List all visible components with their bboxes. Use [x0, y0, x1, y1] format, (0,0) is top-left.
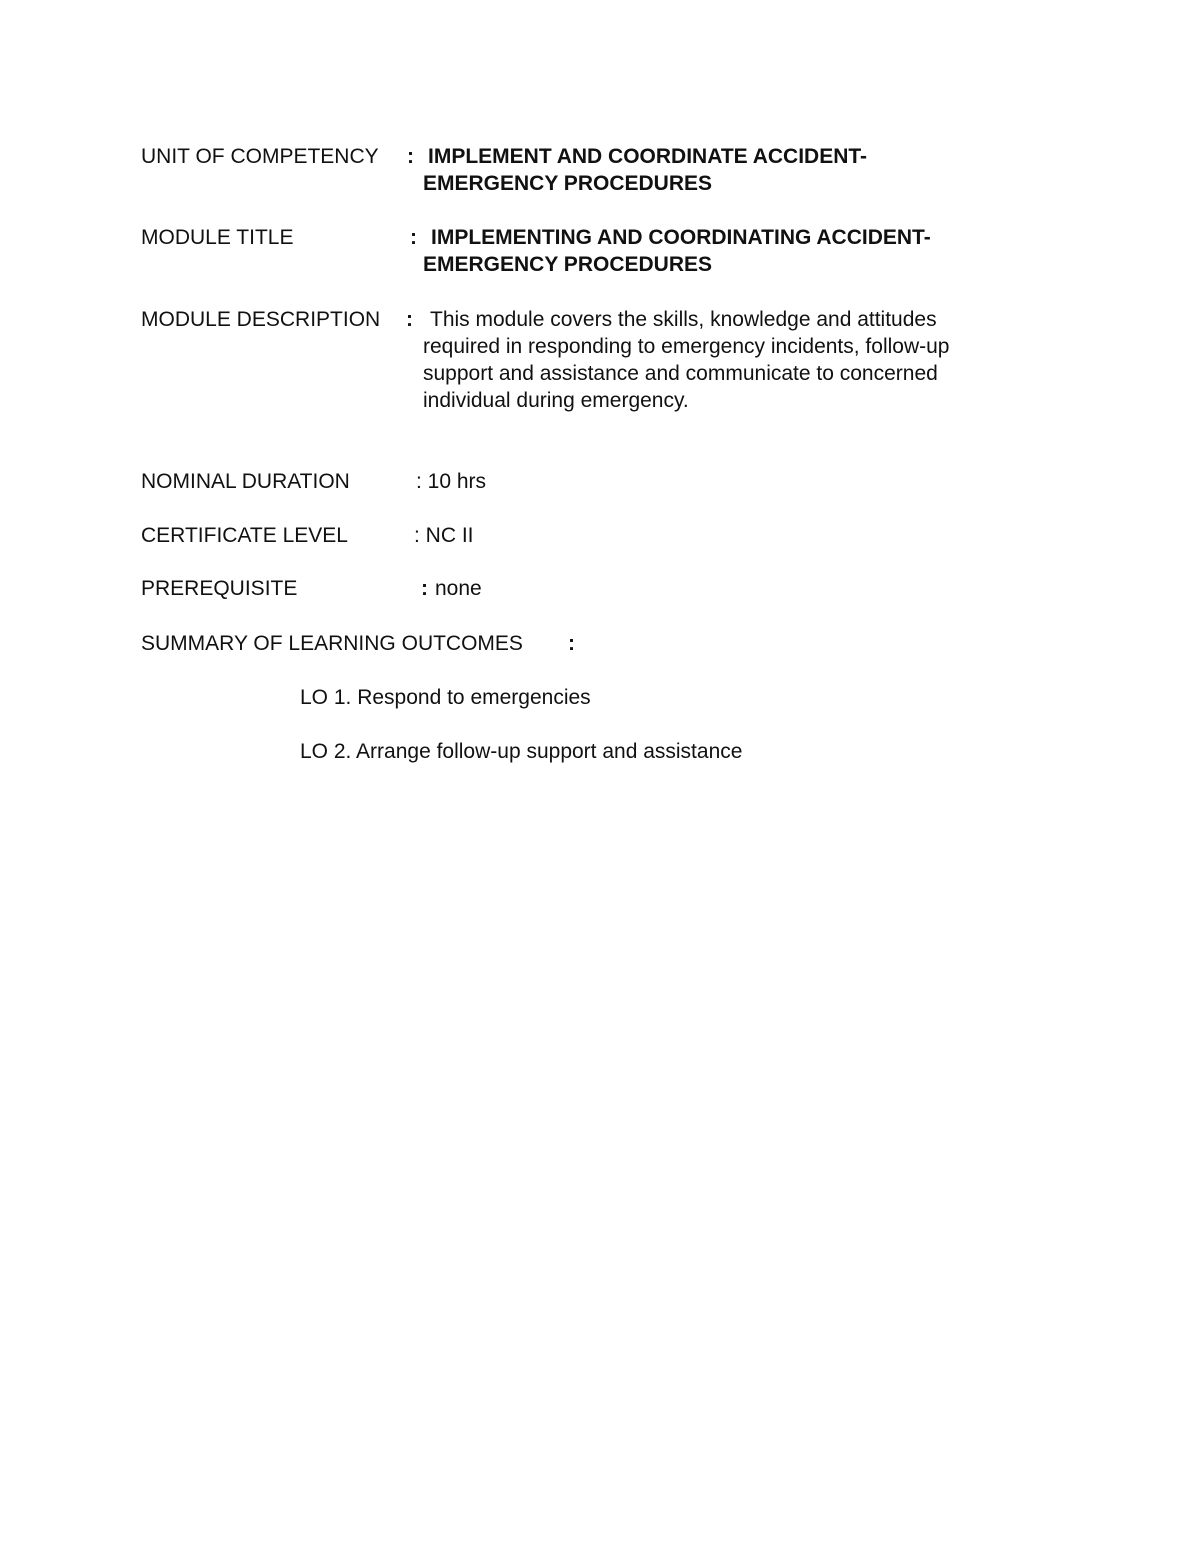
- prerequisite-label: PREREQUISITE: [141, 577, 298, 600]
- module-description-line: individual during emergency.: [423, 389, 689, 412]
- module-title-label: MODULE TITLE: [141, 226, 294, 249]
- unit-of-competency-label: UNIT OF COMPETENCY: [141, 145, 379, 168]
- unit-of-competency-value-line2: EMERGENCY PROCEDURES: [423, 172, 712, 195]
- unit-of-competency-colon: :: [407, 145, 414, 168]
- nominal-duration-label: NOMINAL DURATION: [141, 470, 350, 493]
- summary-label: SUMMARY OF LEARNING OUTCOMES: [141, 632, 523, 655]
- module-description-line: support and assistance and communicate to concerned: [423, 362, 938, 385]
- unit-of-competency-value-line1: IMPLEMENT AND COORDINATE ACCIDENT-: [428, 145, 868, 168]
- prerequisite-value: none: [435, 577, 482, 600]
- prerequisite-colon: :: [421, 577, 428, 600]
- certificate-level-label: CERTIFICATE LEVEL: [141, 524, 348, 547]
- module-description-line: required in responding to emergency incidents, follow-up: [423, 335, 950, 358]
- module-description-line: This module covers the skills, knowledge and attitudes: [430, 308, 937, 331]
- module-title-value-line1: IMPLEMENTING AND COORDINATING ACCIDENT-: [431, 226, 931, 249]
- module-description-colon: :: [406, 308, 413, 331]
- learning-outcome-item: LO 2. Arrange follow-up support and assistance: [300, 740, 743, 763]
- module-title-value-line2: EMERGENCY PROCEDURES: [423, 253, 712, 276]
- learning-outcome-item: LO 1. Respond to emergencies: [300, 686, 591, 709]
- module-description-label: MODULE DESCRIPTION: [141, 308, 381, 331]
- summary-colon: :: [568, 632, 575, 655]
- certificate-level-value: : NC II: [414, 524, 474, 547]
- module-title-colon: :: [410, 226, 417, 249]
- nominal-duration-value: : 10 hrs: [416, 470, 487, 493]
